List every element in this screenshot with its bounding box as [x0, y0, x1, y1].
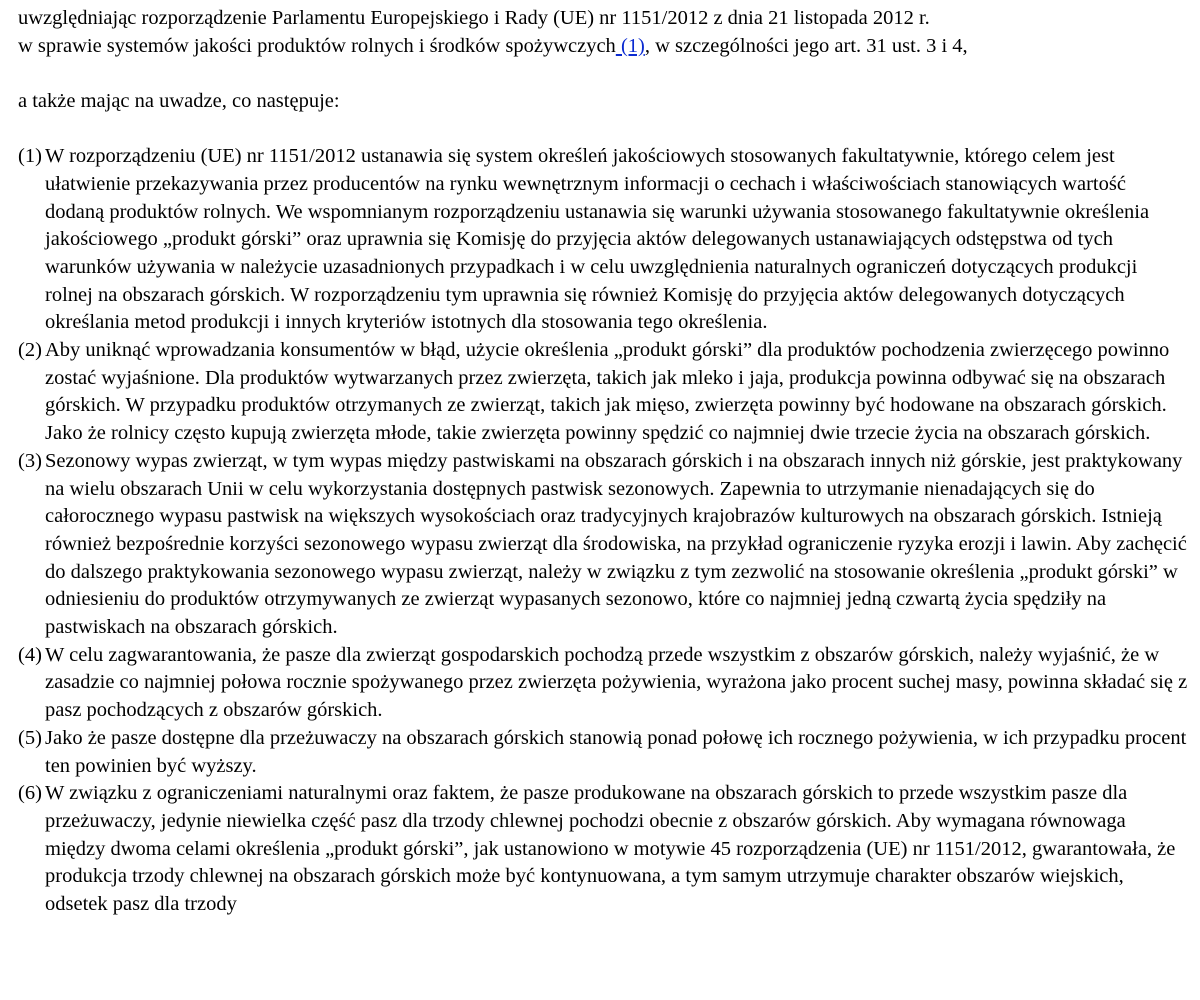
- spacer: [18, 60, 1188, 88]
- recital-6: [18, 780, 1188, 919]
- intro-line-2-end: , w szczególności jego art. 31 ust. 3 i 4,: [644, 34, 968, 57]
- recital-4: [18, 642, 1188, 725]
- recital-text: Aby uniknąć wprowadzania konsumentów w błąd, użycie określenia „produkt górski” dla produktów pochodzenia zwierzęcego powinno zostać wyjaśnione. Dla produktów wytwarzanych przez zwierzęta, takich jak mleko i jaja, produkcja powinna odbywać się na obszarach górskich. W przypadku produktów otrzymanych ze zwierząt, takich jak mięso, zwierzęta powinny być hodowane na obszarach górskich. Jako że rolnicy często kupują zwierzęta młode, takie zwierzęta powinny spędzić co najmniej dwie trzecie życia na obszarach górskich.: [45, 339, 1170, 445]
- recital-number: (3): [18, 449, 42, 472]
- footnote-link-1[interactable]: (1): [615, 34, 645, 57]
- recitals-list: [18, 143, 1188, 919]
- recital-number: (2): [18, 339, 42, 362]
- recital-number: (1): [18, 145, 42, 168]
- recital-text: W rozporządzeniu (UE) nr 1151/2012 ustanawia się system określeń jakościowych stosowanych fakultatywnie, którego celem jest ułatwienie przekazywania przez producentów na rynku wewnętrznym informacji o cechach i właściwościach stanowiących wartość dodaną produktów rolnych. We wspomnianym rozporządzeniu ustanawia się warunki używania stosowanego fakultatywnie określenia jakościowego „produkt górski” oraz uprawnia się Komisję do przyjęcia aktów delegowanych ustanawiających odstępstwa od tych warunków używania w należycie uzasadnionych przypadkach i w celu uwzględnienia naturalnych ograniczeń dotyczących produkcji rolnej na obszarach górskich. W rozporządzeniu tym uprawnia się również Komisję do przyjęcia aktów delegowanych dotyczących określania metod produkcji i innych kryteriów istotnych dla stosowania tego określenia.: [45, 145, 1150, 334]
- intro-line-1: uwzględniając rozporządzenie Parlamentu Europejskiego i Rady (UE) nr 1151/2012 z dnia 21 listopada 2012 r.: [18, 7, 930, 29]
- recital-text: W celu zagwarantowania, że pasze dla zwierząt gospodarskich pochodzą przede wszystkim z obszarów górskich, należy wyjaśnić, że w zasadzie co najmniej połowa rocznie spożywanego przez zwierzęta pożywienia, wyrażona jako procent suchej masy, powinna składać się z pasz pochodzących z obszarów górskich.: [45, 643, 1188, 722]
- intro-paragraph: [18, 5, 1188, 60]
- recital-2: [18, 337, 1188, 448]
- recital-text: Jako że pasze dostępne dla przeżuwaczy na obszarach górskich stanowią ponad połowę ich rocznego pożywienia, w ich przypadku procent ten powinien być wyższy.: [45, 726, 1187, 777]
- recital-3: [18, 448, 1188, 642]
- recital-number: (6): [18, 782, 42, 805]
- spacer: [18, 116, 1188, 143]
- whereas-line: a także mając na uwadze, co następuje:: [18, 90, 340, 113]
- recital-number: (4): [18, 643, 42, 666]
- recital-text: Sezonowy wypas zwierząt, w tym wypas między pastwiskami na obszarach górskich i na obszarach innych niż górskie, jest praktykowany na wielu obszarach Unii w celu wykorzystania dostępnych pastwisk sezonowych. Zapewnia to utrzymanie nienadających się do całorocznego wypasu pastwisk na większych wysokościach oraz tradycyjnych krajobrazów kulturowych na obszarach górskich. Istnieją również bezpośrednie korzyści sezonowego wypasu zwierząt dla środowiska, na przykład ograniczenie ryzyka erozji i lawin. Aby zachęcić do dalszego praktykowania sezonowego wypasu zwierząt, należy w związku z tym zezwolić na stosowanie określenia „produkt górski” w odniesieniu do produktów otrzymywanych ze zwierząt wypasanych sezonowo, które co najmniej jedną czwartą życia spędziły na pastwiskach na obszarach górskich.: [45, 449, 1187, 639]
- recital-1: [18, 143, 1188, 337]
- recital-text: W związku z ograniczeniami naturalnymi oraz faktem, że pasze produkowane na obszarach górskich to przede wszystkim pasze dla przeżuwaczy, jedynie niewielka część pasz dla trzody chlewnej pochodzi obecnie z obszarów górskich. Aby wymagana równowaga między dwoma celami określenia „produkt górski”, jak ustanowiono w motywie 45 rozporządzenia (UE) nr 1151/2012, gwarantowała, że produkcja trzody chlewnej na obszarach górskich może być kontynuowana, a tym samym utrzymuje charakter obszarów wiejskich, odsetek pasz dla trzody: [45, 782, 1176, 916]
- document-body: [18, 5, 1188, 919]
- recital-number: (5): [18, 726, 42, 749]
- intro-line-2-start: w sprawie systemów jakości produktów rolnych i środków spożywczych: [18, 34, 616, 57]
- recital-5: [18, 725, 1188, 780]
